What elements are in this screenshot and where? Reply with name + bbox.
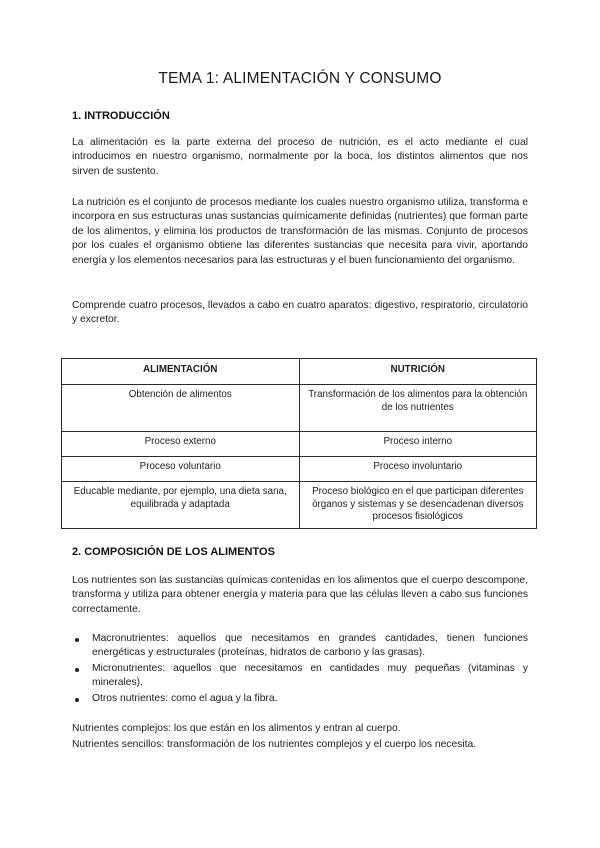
table-cell: Proceso involuntario — [299, 457, 537, 482]
table-cell: Proceso biológico en el que participan diferentes órganos y sistemas y se desencadenan diversos procesos fisiológicos — [299, 482, 537, 529]
paragraph-nutrientes: Los nutrientes son las sustancias químicas contenidas en los alimentos que el cuerpo descompone, transforma y utiliza para obtener energía y materia para que las células lleven a cabo sus funciones correctamente. — [72, 575, 528, 615]
bullet-icon — [75, 638, 79, 642]
table-row — [62, 432, 537, 457]
table-row — [62, 385, 537, 432]
paragraph-procesos: Comprende cuatro procesos, llevados a cabo en cuatro aparatos: digestivo, respiratorio, circulatorio y excretor. — [72, 300, 528, 326]
nutrient-list — [72, 632, 528, 707]
table-cell: Obtención de alimentos — [62, 385, 300, 432]
paragraph-nutricion: La nutrición es el conjunto de procesos mediante los cuales nuestro organismo utiliza, transforma e incorpora en sus estructuras unas sustancias químicamente definidas (nutrientes) que forman parte de los alimentos, y elimina los productos de transformación de las mismas. Conjunto de procesos por los cuales el organismo obtiene las diferentes sustancias que necesita para vivir, aportando energía y los elementos necesarios para las estructuras y el buen funcionamiento del organismo. — [72, 197, 528, 266]
table-header-alimentacion: ALIMENTACIÓN — [62, 359, 300, 385]
page-title: TEMA 1: ALIMENTACIÓN Y CONSUMO — [158, 70, 442, 87]
table-row — [62, 482, 537, 529]
table-header-nutricion: NUTRICIÓN — [299, 359, 537, 385]
list-item: Micronutrientes: aquellos que necesitamos en cantidades muy pequeñas (vitaminas y minerales). — [72, 662, 528, 691]
table-cell: Proceso externo — [62, 432, 300, 457]
line-nutrientes-sencillos: Nutrientes sencillos: transformación de los nutrientes complejos y el cuerpo los necesita. — [72, 739, 477, 750]
table-header-row — [62, 359, 537, 385]
list-item: Otros nutrientes: como el agua y la fibra. — [72, 692, 528, 706]
paragraph-alimentacion: La alimentación es la parte externa del proceso de nutrición, es el acto mediante el cual introducimos en nuestro organismo, normalmente por la boca, los distintos alimentos que nos sirven de sustento. — [72, 137, 528, 177]
list-item: Macronutrientes: aquellos que necesitamos en grandes cantidades, tienen funciones energéticas y estructurales (proteínas, hidratos de carbono y las grasas). — [72, 632, 528, 661]
comparison-table — [61, 358, 537, 529]
table-cell: Proceso voluntario — [62, 457, 300, 482]
bullet-icon — [75, 668, 79, 672]
section-heading-composicion: 2. COMPOSICIÓN DE LOS ALIMENTOS — [72, 546, 275, 558]
table-cell: Proceso interno — [299, 432, 537, 457]
table-row — [62, 457, 537, 482]
line-nutrientes-complejos: Nutrientes complejos: los que están en los alimentos y entran al cuerpo. — [72, 723, 401, 734]
section-heading-introduccion: 1. INTRODUCCIÓN — [72, 110, 170, 122]
table-cell: Educable mediante, por ejemplo, una dieta sana, equilibrada y adaptada — [62, 482, 300, 529]
bullet-icon — [75, 698, 79, 702]
table-cell: Transformación de los alimentos para la obtención de los nutrientes — [299, 385, 537, 432]
